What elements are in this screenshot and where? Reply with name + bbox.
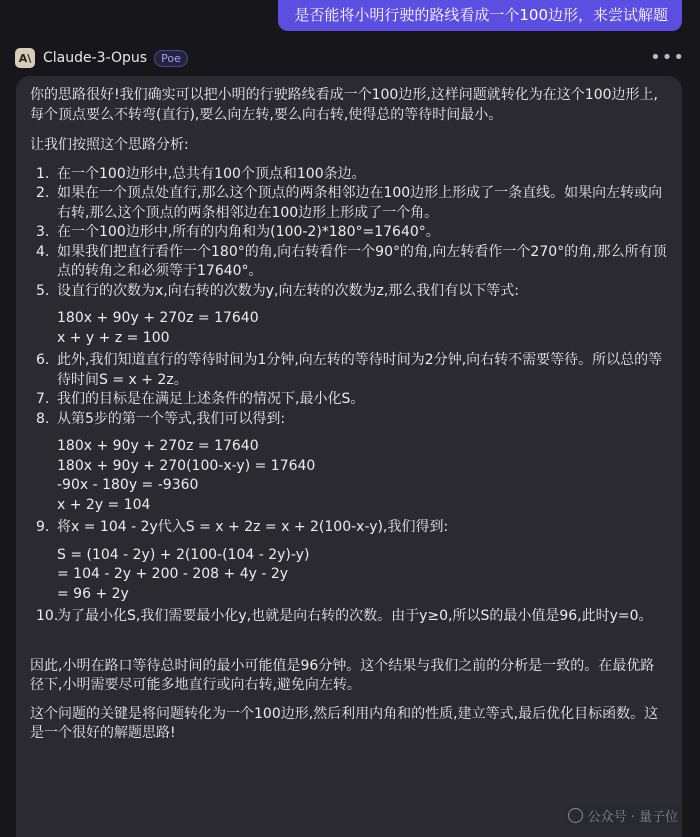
list-number: 8. <box>36 410 50 427</box>
list-item <box>30 351 668 390</box>
list-item <box>30 243 668 282</box>
watermark-text: 公众号 · 量子位 <box>587 810 678 825</box>
poe-badge: Poe <box>154 50 188 67</box>
list-number: 1. <box>36 165 50 182</box>
answer-conclusion: 因此,小明在路口等待总时间的最小可能值是96分钟。这个结果与我们之前的分析是一致的。在最优路径下,小明需要尽可能多地直行或向右转,避免向左转。 <box>30 657 655 693</box>
list-text: 此外,我们知道直行的等待时间为1分钟,向左转的等待时间为2分钟,向右转不需要等待。所以总的等待时间S = x + 2z。 <box>57 352 663 388</box>
list-number: 3. <box>36 224 50 240</box>
list-number: 5. <box>36 282 50 299</box>
list-number: 2. <box>36 185 50 201</box>
list-number: 7. <box>36 391 50 407</box>
user-message-text: 是否能将小明行驶的路线看成一个100边形，来尝试解题 <box>294 6 668 24</box>
list-item <box>30 184 668 223</box>
list-text: 在一个100边形中,总共有100个顶点和100条边。 <box>57 165 366 182</box>
formula-line: -90x - 180y = -9360 <box>57 477 199 493</box>
list-item <box>30 607 668 627</box>
answer-closing: 这个问题的关键是将问题转化为一个100边形,然后利用内角和的性质,建立等式,最后优化目标函数。这是一个很好的解题思路! <box>30 705 659 741</box>
list-text: 我们的目标是在满足上述条件的情况下,最小化S。 <box>57 391 365 407</box>
formula-line: = 104 - 2y + 200 - 208 + 4y - 2y <box>57 566 289 582</box>
list-item <box>30 165 668 185</box>
formula-line: x + y + z = 100 <box>57 329 170 346</box>
more-options-icon[interactable]: ••• <box>650 47 685 68</box>
list-number: 4. <box>36 243 50 260</box>
bot-avatar[interactable]: A\ <box>15 48 35 68</box>
formula-block <box>57 546 668 605</box>
formula-line: x + 2y = 104 <box>57 496 151 513</box>
list-text: 为了最小化S,我们需要最小化y,也就是向右转的次数。由于y≥0,所以S的最小值是96,此时y=0。 <box>57 608 653 624</box>
watermark <box>566 806 680 825</box>
answer-lead: 让我们按照这个思路分析: <box>30 137 189 153</box>
bot-header <box>15 46 685 70</box>
list-text: 如果在一个顶点处直行,那么这个顶点的两条相邻边在100边形上形成了一条直线。如果向左转或向右转,那么这个顶点的两条相邻边在100边形上形成了一个角。 <box>57 185 663 221</box>
bot-name[interactable]: Claude-3-Opus <box>43 50 148 66</box>
step-list <box>30 165 668 627</box>
list-item <box>30 282 668 349</box>
bot-answer <box>16 76 682 837</box>
list-item <box>30 410 668 516</box>
formula-line: 180x + 90y + 270z = 17640 <box>57 438 259 454</box>
wechat-icon <box>568 808 583 823</box>
formula-line: = 96 + 2y <box>57 585 129 602</box>
formula-line: 180x + 90y + 270(100-x-y) = 17640 <box>57 457 316 474</box>
list-number: 9. <box>36 519 50 535</box>
user-message-bubble <box>278 0 682 31</box>
list-item <box>30 390 668 410</box>
formula-line: S = (104 - 2y) + 2(100-(104 - 2y)-y) <box>57 546 310 563</box>
list-item <box>30 223 668 243</box>
list-text: 如果我们把直行看作一个180°的角,向右转看作一个90°的角,向左转看作一个270°的角,那么所有顶点的转角之和必须等于17640°。 <box>57 243 667 279</box>
formula-block <box>57 309 668 348</box>
formula-line: 180x + 90y + 270z = 17640 <box>57 310 259 326</box>
list-text: 将x = 104 - 2y代入S = x + 2z = x + 2(100-x-y),我们得到: <box>57 519 449 535</box>
list-text: 从第5步的第一个等式,我们可以得到: <box>57 410 286 427</box>
list-text: 设直行的次数为x,向右转的次数为y,向左转的次数为z,那么我们有以下等式: <box>57 282 519 299</box>
answer-intro: 你的思路很好!我们确实可以把小明的行驶路线看成一个100边形,这样问题就转化为在这个100边形上,每个顶点要么不转弯(直行),要么向左转,要么向右转,使得总的等待时间最小。 <box>30 87 658 123</box>
list-text: 在一个100边形中,所有的内角和为(100-2)*180°=17640°。 <box>57 224 440 240</box>
formula-block <box>57 437 668 515</box>
list-number: 10. <box>36 608 59 624</box>
list-item <box>30 518 668 604</box>
list-number: 6. <box>36 352 50 368</box>
